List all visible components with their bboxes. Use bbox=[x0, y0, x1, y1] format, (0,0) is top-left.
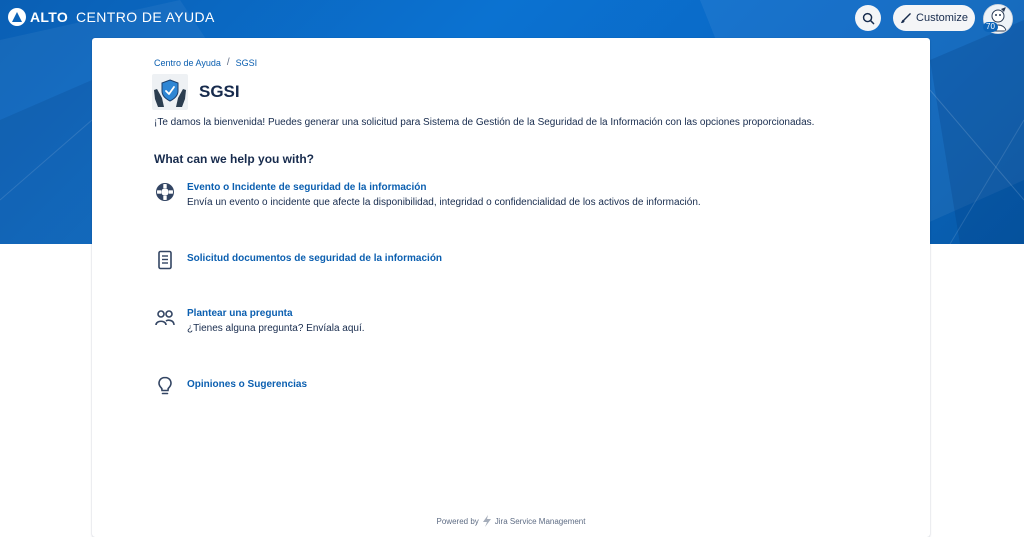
powered-by-label: Powered by bbox=[436, 516, 479, 526]
portal-card bbox=[92, 38, 930, 537]
shield-hands-icon bbox=[152, 74, 188, 110]
request-type-description: Envía un evento o incidente que afecte la disponibilidad, integridad o confidencialidad de los activos de información. bbox=[187, 197, 701, 208]
request-type-title[interactable]: Opiniones o Sugerencias bbox=[187, 379, 308, 390]
request-type-item[interactable] bbox=[154, 181, 701, 209]
lifebuoy-icon bbox=[154, 181, 176, 203]
customize-button[interactable] bbox=[893, 5, 975, 31]
avatar-badge: 70 bbox=[983, 22, 998, 32]
help-center-title[interactable]: CENTRO DE AYUDA bbox=[76, 9, 215, 25]
customize-label: Customize bbox=[916, 12, 968, 24]
request-type-title[interactable]: Solicitud documentos de seguridad de la información bbox=[187, 253, 443, 264]
document-icon bbox=[154, 249, 176, 271]
search-icon bbox=[862, 12, 875, 25]
brand[interactable] bbox=[8, 8, 215, 26]
request-type-title[interactable]: Evento o Incidente de seguridad de la información bbox=[187, 182, 427, 193]
portal-header bbox=[152, 74, 240, 110]
breadcrumb-sgsi[interactable]: SGSI bbox=[235, 57, 258, 68]
request-type-item[interactable] bbox=[154, 375, 307, 397]
lightbulb-icon bbox=[154, 375, 176, 397]
people-icon bbox=[154, 307, 176, 329]
brand-name: ALTO bbox=[30, 9, 69, 25]
request-type-description: ¿Tienes alguna pregunta? Envíala aquí. bbox=[187, 323, 365, 334]
help-heading: What can we help you with? bbox=[154, 152, 315, 166]
welcome-message: ¡Te damos la bienvenida! Puedes generar una solicitud para Sistema de Gestión de la Seguridad de la Información con las opciones proporcionadas. bbox=[154, 117, 815, 128]
paintbrush-icon bbox=[900, 13, 911, 24]
jira-service-management-link[interactable]: Jira Service Management bbox=[494, 516, 586, 526]
request-type-item[interactable] bbox=[154, 307, 365, 335]
request-type-item[interactable] bbox=[154, 249, 442, 271]
breadcrumb-separator: / bbox=[226, 57, 230, 68]
breadcrumb-help-center[interactable]: Centro de Ayuda bbox=[154, 57, 221, 68]
search-button[interactable] bbox=[855, 5, 881, 31]
alto-logo-icon bbox=[8, 8, 26, 26]
page-title: SGSI bbox=[199, 82, 240, 101]
breadcrumb bbox=[154, 57, 257, 68]
jira-bolt-icon bbox=[482, 515, 492, 527]
request-type-title[interactable]: Plantear una pregunta bbox=[187, 308, 293, 319]
powered-by-footer bbox=[92, 515, 930, 527]
